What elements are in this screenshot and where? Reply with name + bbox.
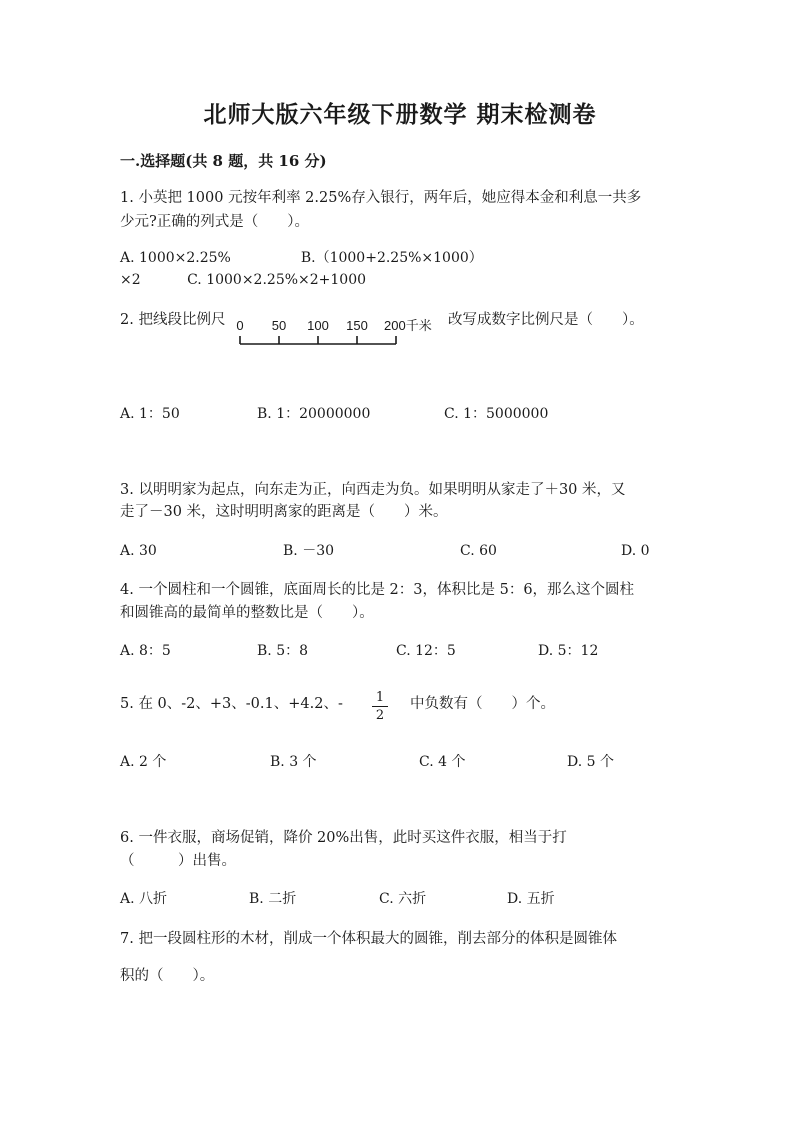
question-1-options-line-1: A. 1000×2.25% B.（1000+2.25%×1000） — [120, 250, 483, 266]
question-5-text-after: 中负数有（ ）个。 — [410, 696, 555, 712]
question-5-option-d: D. 5 个 — [567, 754, 614, 770]
question-2-option-a: A. 1：50 — [120, 406, 180, 422]
section-heading: 一.选择题(共 8 题，共 16 分) — [120, 152, 327, 170]
question-2-option-c: C. 1：5000000 — [444, 406, 549, 422]
fraction-bar — [372, 706, 388, 707]
question-4-option-d: D. 5：12 — [538, 643, 599, 659]
scale-label-100: 100 — [307, 318, 329, 333]
fraction-denominator: 2 — [375, 708, 385, 723]
question-1-line-2: 少元?正确的列式是（ ）。 — [120, 214, 310, 230]
question-2-option-b: B. 1：20000000 — [257, 406, 371, 422]
line-segment-scale — [236, 314, 448, 354]
question-3-line-2: 走了－30 米，这时明明离家的距离是（ ）米。 — [120, 504, 448, 520]
question-5-text-before: 5. 在 0、-2、+3、-0.1、+4.2、- — [120, 696, 343, 712]
question-3-option-c: C. 60 — [460, 543, 497, 559]
question-3-line-1: 3. 以明明家为起点，向东走为正，向西走为负。如果明明从家走了＋30 米，又 — [120, 482, 626, 498]
question-1-options-line-2: ×2 C. 1000×2.25%×2+1000 — [120, 272, 367, 288]
question-5-option-a: A. 2 个 — [120, 754, 167, 770]
page-title: 北师大版六年级下册数学 期末检测卷 — [203, 101, 597, 128]
question-3-option-d: D. 0 — [621, 543, 650, 559]
question-4-option-c: C. 12：5 — [396, 643, 456, 659]
question-6-line-1: 6. 一件衣服，商场促销，降价 20%出售，此时买这件衣服，相当于打 — [120, 830, 567, 846]
question-1-line-1: 1. 小英把 1000 元按年利率 2.25%存入银行，两年后，她应得本金和利息一共多 — [120, 190, 642, 206]
question-6-option-b: B. 二折 — [249, 891, 297, 907]
question-2-text-before: 2. 把线段比例尺 — [120, 312, 226, 328]
question-3-option-a: A. 30 — [120, 543, 157, 559]
question-2-text-after: 改写成数字比例尺是（ ）。 — [448, 312, 644, 328]
question-4-line-1: 4. 一个圆柱和一个圆锥，底面周长的比是 2：3，体积比是 5：6，那么这个圆柱 — [120, 582, 635, 598]
question-4-option-b: B. 5：8 — [257, 643, 309, 659]
scale-label-150: 150 — [346, 318, 368, 333]
question-6-line-2: （ ）出售。 — [120, 853, 236, 869]
question-7-line-2: 积的（ ）。 — [120, 968, 215, 984]
question-7-line-1: 7. 把一段圆柱形的木材，削成一个体积最大的圆锥，削去部分的体积是圆锥体 — [120, 931, 617, 947]
question-4-option-a: A. 8：5 — [120, 643, 171, 659]
fraction-numerator: 1 — [375, 690, 385, 705]
scale-label-50: 50 — [271, 318, 287, 333]
question-5-option-c: C. 4 个 — [419, 754, 466, 770]
fraction-one-half — [372, 690, 388, 723]
question-6-option-a: A. 八折 — [120, 891, 168, 907]
question-6-option-d: D. 五折 — [507, 891, 555, 907]
scale-label-0: 0 — [236, 318, 244, 333]
question-6-option-c: C. 六折 — [379, 891, 427, 907]
scale-label-200km: 200千米 — [384, 318, 432, 333]
question-3-option-b: B. －30 — [283, 543, 335, 559]
question-5-option-b: B. 3 个 — [270, 754, 317, 770]
question-4-line-2: 和圆锥高的最简单的整数比是（ ）。 — [120, 605, 374, 621]
